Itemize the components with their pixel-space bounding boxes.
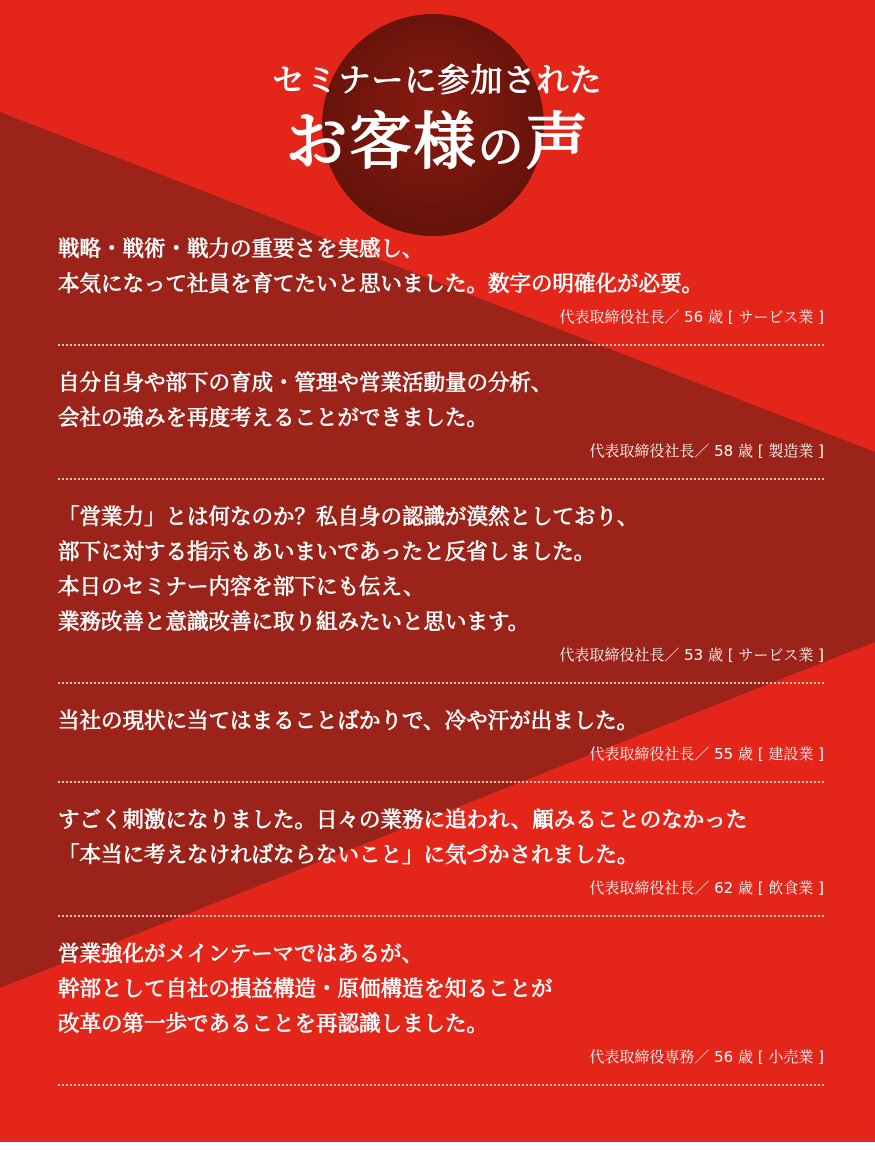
testimonial-quote-line: 改革の第一歩であることを再認識しました。 [58,1012,489,1037]
testimonial-quote-line: 戦略・戦術・戦力の重要さを実感し、 [58,237,424,262]
page-title [0,102,875,187]
testimonial-attribution: 代表取締役社長／ 58 歳 [ 製造業 ] [589,442,824,460]
page-title-no: の [477,120,526,174]
testimonial-quote-line: 当社の現状に当てはまることばかりで、冷や汗が出ました。 [58,709,639,734]
testimonial-quote-line: すごく刺激になりました。日々の業務に追われ、顧みることのなかった [58,808,748,833]
page-title-part2: 声 [525,105,590,178]
testimonial-attribution: 代表取締役専務／ 56 歳 [ 小売業 ] [589,1048,824,1066]
testimonial-item [58,803,824,917]
testimonial-quote-line: 本日のセミナー内容を部下にも伝え、 [58,575,425,600]
testimonial-item [58,366,824,480]
testimonial-quote-line: 営業強化がメインテーマではあるが、 [58,942,424,967]
testimonial-quote-line: 「営業力」とは何なのか？私自身の認識が漠然としており、 [58,505,639,530]
testimonial-attribution: 代表取締役社長／ 62 歳 [ 飲食業 ] [589,879,824,897]
testimonial-quote-line: 「本当に考えなければならないこと」に気づかされました。 [58,843,639,868]
testimonial-quote-line: 幹部として自社の損益構造・原価構造を知ることが [58,977,553,1002]
testimonial-item [58,704,824,783]
testimonial-quote-line: 業務改善と意識改善に取り組みたいと思います。 [58,610,530,635]
page-subtitle: セミナーに参加された [272,61,603,99]
testimonial-list [58,232,824,1106]
testimonial-quote-line: 会社の強みを再度考えることができました。 [58,406,489,431]
testimonial-item [58,500,824,684]
page-title-block [0,58,875,187]
page-title-part1: お客様 [285,105,478,178]
testimonial-quote-line: 本気になって社員を育てたいと思いました。数字の明確化が必要。 [58,272,704,297]
testimonial-item [58,232,824,346]
testimonial-attribution: 代表取締役社長／ 56 歳 [ サービス業 ] [559,308,824,326]
testimonial-quote-line: 部下に対する指示もあいまいであったと反省しました。 [58,540,596,565]
testimonial-attribution: 代表取締役社長／ 55 歳 [ 建設業 ] [589,745,824,763]
testimonial-item [58,937,824,1086]
bottom-white-strip [0,1142,875,1150]
testimonial-attribution: 代表取締役社長／ 53 歳 [ サービス業 ] [559,646,824,664]
testimonial-quote-line: 自分自身や部下の育成・管理や営業活動量の分析、 [58,371,553,396]
